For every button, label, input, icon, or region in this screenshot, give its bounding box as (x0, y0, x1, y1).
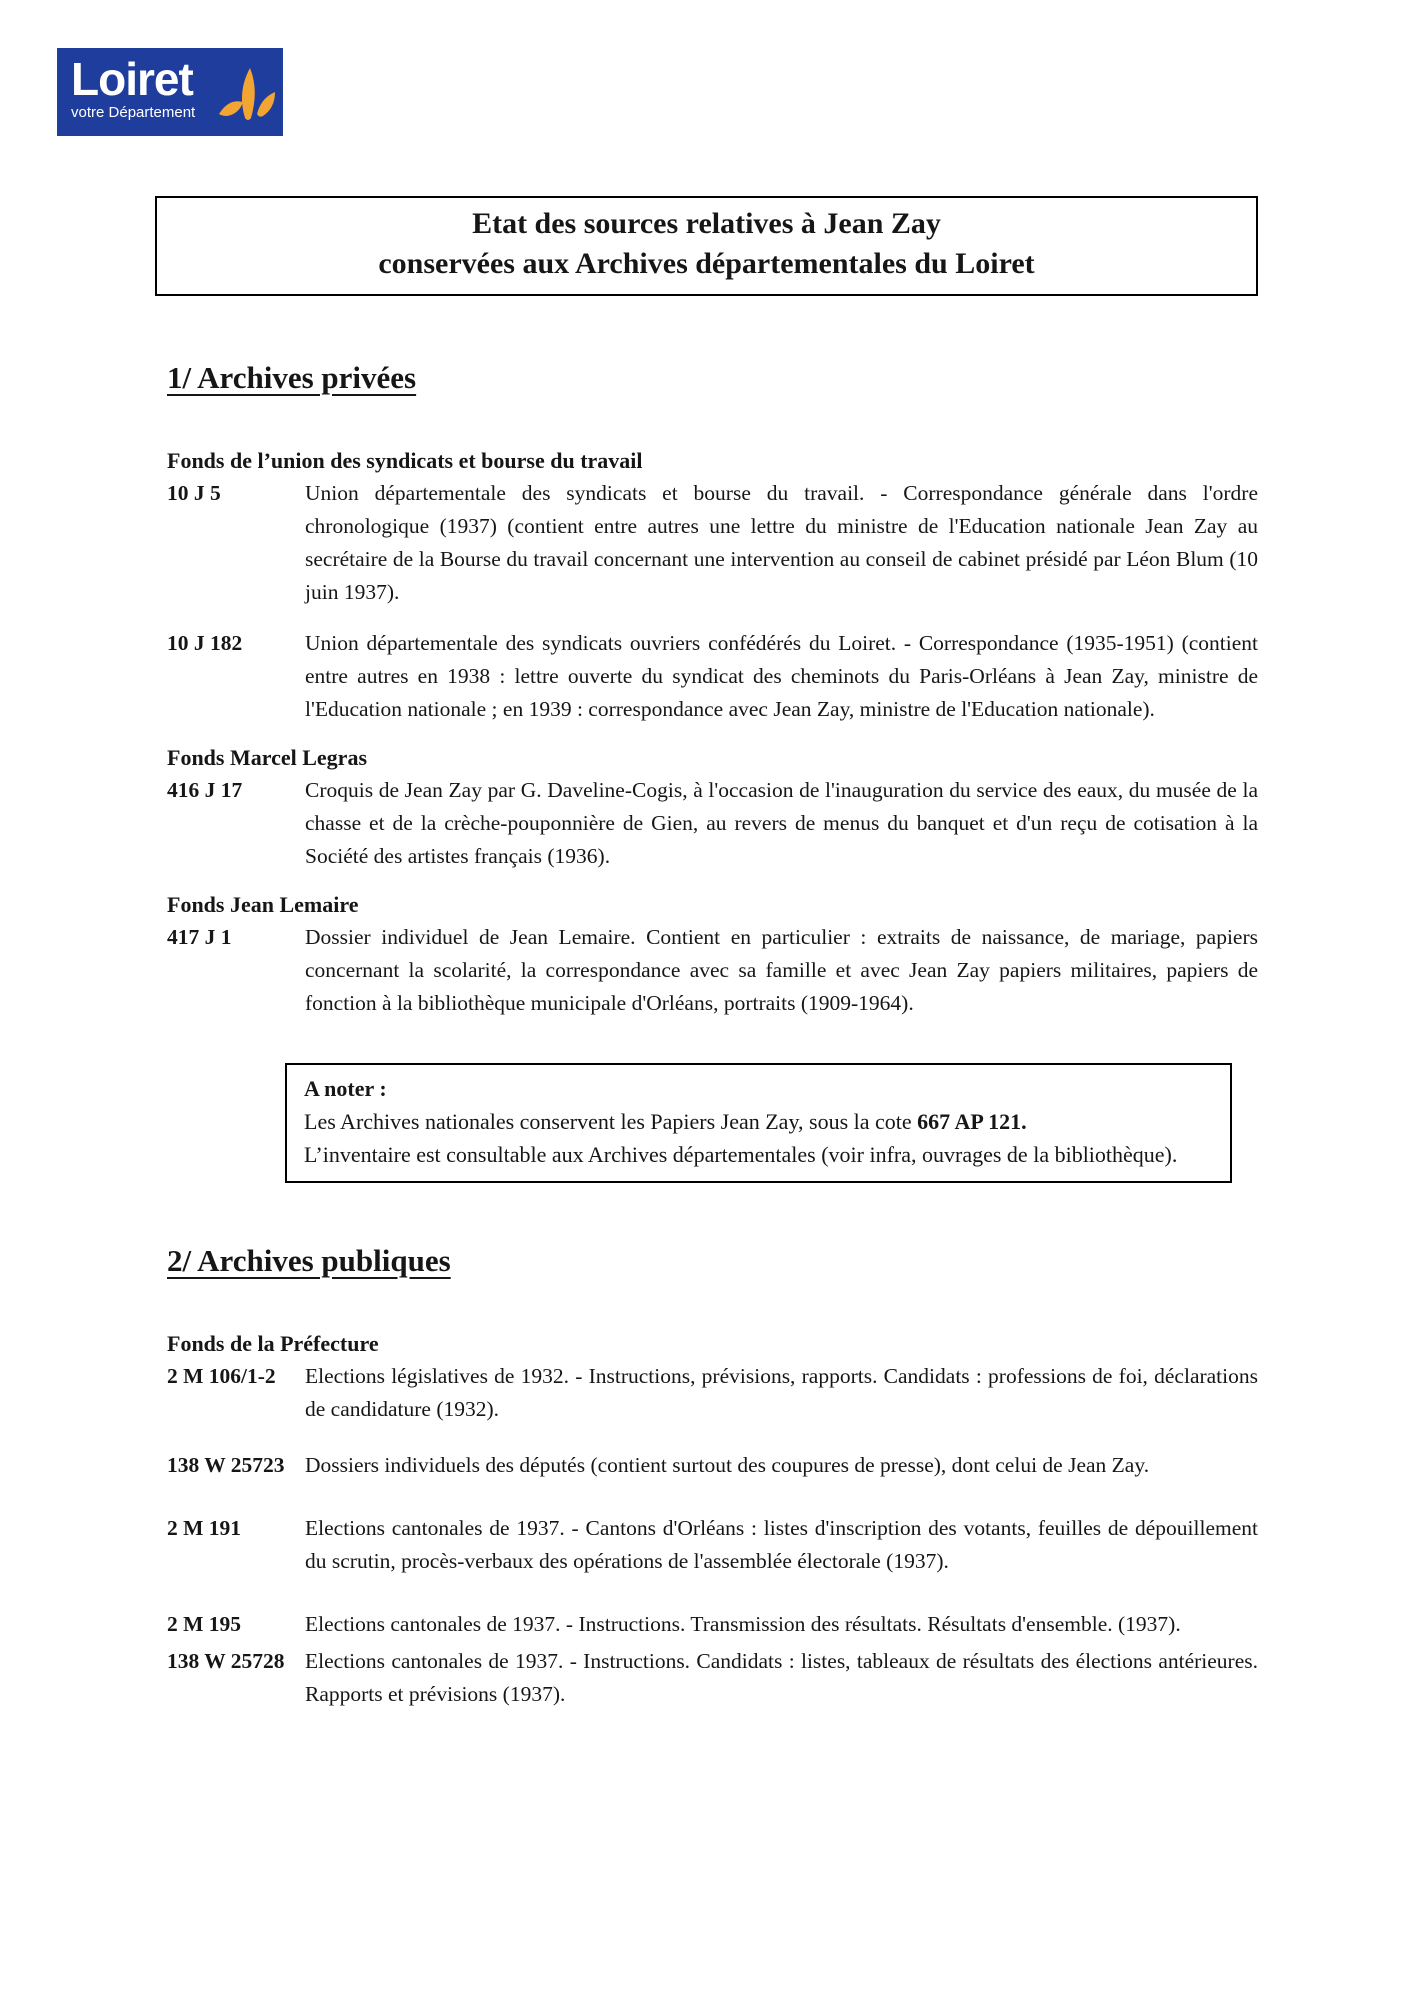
archive-entry-417j1 (167, 921, 1258, 1020)
entry-description: Union départementale des syndicats et bourse du travail. - Correspondance générale dans l'ordre chronologique (1937) (contient entre autres une lettre du ministre de l'Education nationale Jean Zay au secrétaire de la Bourse du travail concernant une intervention au conseil de cabinet présidé par Léon Blum (10 juin 1937). (305, 481, 1258, 604)
entry-description: Croquis de Jean Zay par G. Daveline-Cogis, à l'occasion de l'inauguration du service des eaux, du musée de la chasse et de la crèche-pouponnière de Gien, au revers de menus du banquet et d'un reçu de cotisation à la Société des artistes français (1936). (305, 778, 1258, 868)
fonds-heading-prefecture: Fonds de la Préfecture (167, 1331, 379, 1356)
entry-description: Dossiers individuels des députés (contient surtout des coupures de presse), dont celui de Jean Zay. (305, 1453, 1150, 1477)
fonds-heading-marcel-legras: Fonds Marcel Legras (167, 745, 368, 770)
archive-entry-2m191 (167, 1512, 1258, 1578)
logo-tagline: votre Département (71, 104, 196, 121)
entry-cote: 138 W 25728 (167, 1649, 285, 1673)
entry-description: Elections cantonales de 1937. - Instructions. Candidats : listes, tableaux de résultats des élections antérieures. Rapports et prévisions (1937). (305, 1649, 1258, 1706)
entry-description: Elections cantonales de 1937. - Cantons d'Orléans : listes d'inscription des votants, feuilles de dépouillement du scrutin, procès-verbaux des opérations de l'assemblée électorale (1937). (305, 1516, 1258, 1573)
archive-entry-138w25728 (167, 1645, 1258, 1711)
note-label: A noter : (304, 1076, 387, 1101)
archive-entry-2m195 (167, 1608, 1258, 1641)
archive-entry-10j5 (167, 477, 1258, 609)
fonds-heading-jean-lemaire: Fonds Jean Lemaire (167, 892, 359, 917)
archive-entry-138w25723 (167, 1449, 1258, 1482)
loiret-logo (57, 48, 283, 136)
document-content (167, 196, 1258, 1711)
archive-entry-10j182 (167, 627, 1258, 726)
sprout-icon (205, 56, 279, 130)
entry-description: Dossier individuel de Jean Lemaire. Contient en particulier : extraits de naissance, de mariage, papiers concernant la scolarité, la correspondance avec sa famille et avec Jean Zay papiers militaires, papiers de fonction à la bibliothèque municipale d'Orléans, portraits (1909-1964). (305, 925, 1258, 1015)
entry-cote: 10 J 5 (167, 481, 221, 505)
entry-description: Elections législatives de 1932. - Instructions, prévisions, rapports. Candidats : professions de foi, déclarations de candidature (1932). (305, 1364, 1258, 1421)
note-text-line2: L’inventaire est consultable aux Archives départementales (voir infra, ouvrages de la bibliothèque). (304, 1142, 1178, 1167)
entry-cote: 2 M 195 (167, 1612, 242, 1636)
note-text-line1 (304, 1105, 1213, 1138)
entry-cote: 138 W 25723 (167, 1453, 285, 1477)
section-heading-archives-privees: 1/ Archives privées (167, 360, 417, 395)
entry-cote: 10 J 182 (167, 631, 243, 655)
note-text-before: Les Archives nationales conservent les Papiers Jean Zay, sous la cote (304, 1109, 918, 1134)
entry-cote: 2 M 106/1-2 (167, 1364, 276, 1388)
archive-entry-416j17 (167, 774, 1258, 873)
note-box (285, 1063, 1232, 1183)
entry-description: Union départementale des syndicats ouvriers confédérés du Loiret. - Correspondance (1935-1951) (contient entre autres en 1938 : lettre ouverte du syndicat des cheminots du Paris-Orléans à Jean Zay, ministre de l'Education nationale ; en 1939 : correspondance avec Jean Zay, ministre de l'Education nationale). (305, 631, 1258, 721)
entry-description: Elections cantonales de 1937. - Instructions. Transmission des résultats. Résultats d'ensemble. (1937). (305, 1612, 1181, 1636)
archive-entry-2m106 (167, 1360, 1258, 1426)
document-title-box (155, 196, 1258, 296)
logo-wordmark: Loiret (71, 53, 193, 105)
note-cote-bold: 667 AP 121. (917, 1109, 1027, 1134)
entry-cote: 2 M 191 (167, 1516, 242, 1540)
fonds-heading-syndicats: Fonds de l’union des syndicats et bourse du travail (167, 448, 643, 473)
document-title-line1: Etat des sources relatives à Jean Zay (472, 207, 941, 240)
document-title-line2: conservées aux Archives départementales du Loiret (378, 247, 1035, 280)
entry-cote: 416 J 17 (167, 778, 243, 802)
section-heading-archives-publiques: 2/ Archives publiques (167, 1243, 451, 1278)
entry-cote: 417 J 1 (167, 925, 232, 949)
